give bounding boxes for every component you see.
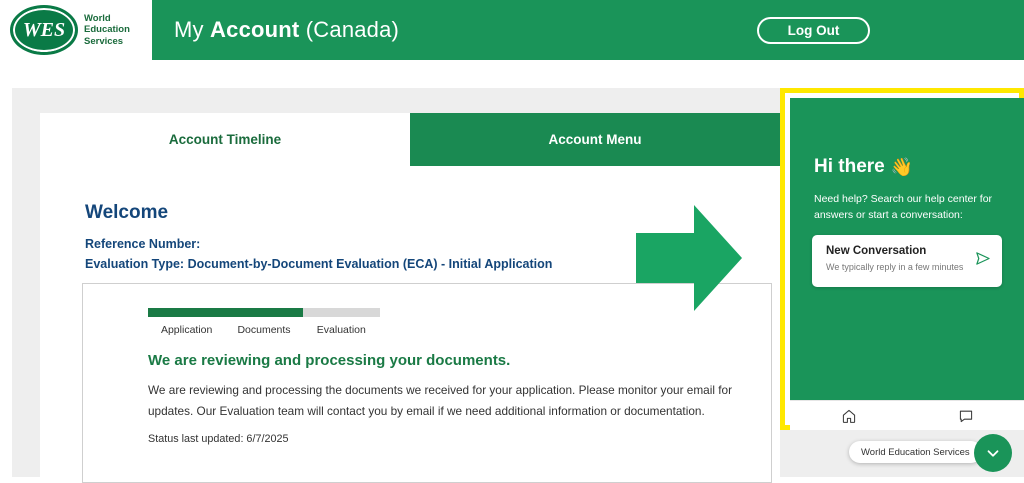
page-title-prefix: My <box>174 17 211 42</box>
chat-footer-nav <box>790 400 1024 430</box>
tab-account-timeline[interactable]: Account Timeline <box>40 113 410 166</box>
home-icon[interactable] <box>790 401 907 430</box>
progress-segment-documents <box>225 308 302 317</box>
chat-widget <box>790 98 1024 430</box>
progress-track <box>148 308 380 317</box>
chat-launcher-button[interactable] <box>974 434 1012 472</box>
annotation-arrow-icon <box>636 203 744 313</box>
welcome-heading: Welcome <box>85 202 169 223</box>
status-heading: We are reviewing and processing your documents. <box>148 352 511 369</box>
wes-logo-line-3: Services <box>84 35 124 47</box>
wes-logo[interactable] <box>0 0 152 60</box>
header-bar <box>152 0 1024 60</box>
send-icon[interactable] <box>975 251 990 270</box>
account-tabs <box>40 113 780 166</box>
new-conversation-title: New Conversation <box>826 245 927 257</box>
progress-label-evaluation: Evaluation <box>316 324 366 336</box>
chat-greeting-text: Hi there <box>814 156 885 177</box>
tab-account-menu[interactable]: Account Menu <box>410 113 780 166</box>
logout-button[interactable]: Log Out <box>757 17 870 44</box>
wes-logo-line-1: World <box>84 12 111 24</box>
progress-segment-application <box>148 308 225 317</box>
progress-label-application: Application <box>160 324 213 336</box>
chat-widget-highlight <box>780 88 1024 430</box>
progress-label-documents: Documents <box>237 324 291 336</box>
page-title-bold: Account <box>210 17 300 42</box>
status-box <box>82 283 772 483</box>
new-conversation-button[interactable] <box>812 235 1002 287</box>
status-last-updated: Status last updated: 6/7/2025 <box>148 433 289 445</box>
reference-number: Reference Number: <box>85 237 201 251</box>
messages-icon[interactable] <box>907 401 1024 430</box>
wes-logo-mark: WES <box>10 5 78 55</box>
page-title <box>174 17 399 43</box>
application-progress <box>148 308 380 336</box>
new-conversation-subtitle: We typically reply in a few minutes <box>826 262 964 272</box>
evaluation-type: Evaluation Type: Document-by-Document Evaluation (ECA) - Initial Application <box>85 257 553 271</box>
chat-greeting <box>814 156 913 178</box>
wes-logo-line-2: Education <box>84 24 130 36</box>
status-body: We are reviewing and processing the documents we received for your application. Please monitor your email for updates. Our Evaluation team will contact you by email if we need additional information or documentation. <box>148 383 733 418</box>
chat-subtitle: Need help? Search our help center for answers or start a conversation: <box>814 193 993 221</box>
chat-launcher-label[interactable]: World Education Services <box>849 441 982 463</box>
waving-hand-icon: 👋 <box>890 156 914 177</box>
progress-segment-evaluation <box>303 308 380 317</box>
progress-labels <box>148 324 380 336</box>
chevron-down-icon <box>984 444 1002 462</box>
page-title-suffix: (Canada) <box>299 17 400 42</box>
site-header <box>0 0 1024 60</box>
wes-logo-text <box>84 13 130 48</box>
